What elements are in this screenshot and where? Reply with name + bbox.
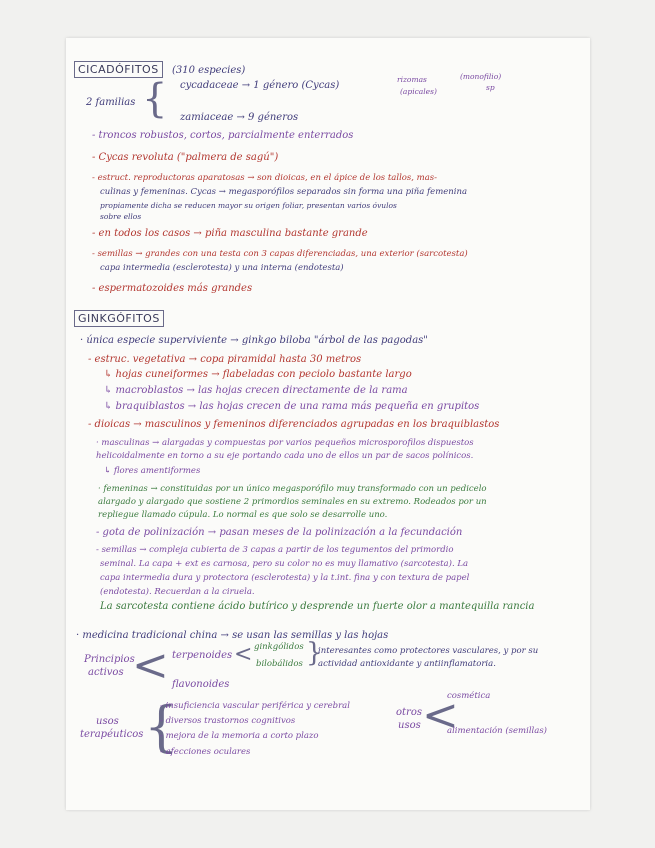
cica-bullet-1: - troncos robustos, cortos, parcialmente enterrados [92,130,354,141]
gink-line-4: ↳ macroblastos → las hojas crecen directamente de la rama [104,385,408,396]
principles-label-2: activos [88,667,124,678]
flavonoids: flavonoides [172,679,230,690]
gink-line-13: - gota de polinización → pasan meses de la polinización a la fecundación [96,527,463,538]
cica-families-label: 2 familias [86,97,136,108]
brace-principles: < [132,640,169,691]
gink-line-11: alargado y alargado que sostiene 2 primordios seminales en su extremo. Rodeados por un [98,497,487,507]
use-2: - diversos trastornos cognitivos [160,716,296,726]
terpenoid-note-1: interesantes como protectores vasculares, y por su [318,646,539,656]
other-use-1: cosmética [447,691,491,701]
other-use-2: alimentación (semillas) [447,726,547,736]
cica-side-note-4: sp [486,83,495,92]
cica-bullet-4: - en todos los casos → piña masculina bastante grande [92,228,368,239]
gink-line-18: La sarcotesta contiene ácido butírico y desprende un fuerte olor a mantequilla rancia [100,601,535,612]
brace-other-uses: < [422,690,459,741]
cica-species-count: (310 especies) [172,65,246,76]
brace-uses: { [144,695,179,758]
brace-terp-note: } [306,638,323,668]
gink-line-2: - estruc. vegetativa → copa piramidal hasta 30 metros [88,354,362,365]
use-1: - insuficiencia vascular periférica y cerebral [160,701,350,711]
medicine-line: · medicina tradicional china → se usan las semillas y las hojas [76,630,389,641]
cica-bullet-2: - Cycas revoluta ("palmera de sagú") [92,152,279,163]
terpenoid-note-2: actividad antioxidante y antiinflamatoria. [318,659,496,669]
gink-line-12: repliegue llamado cúpula. Lo normal es que solo se desarrolle uno. [98,510,388,520]
gink-line-10: · femeninas → constituidas por un único megasporófilo muy transformado con un pedicelo [98,484,487,494]
cica-side-note-2: (apicales) [400,87,437,96]
ginkgolides: ginkgólidos [254,642,304,652]
cica-family-1: cycadaceae → 1 género (Cycas) [180,80,340,91]
cica-side-note-3: (monofilio) [460,72,502,81]
gink-line-9: ↳ flores amentiformes [104,466,201,476]
uses-label-2: terapéuticos [80,729,144,740]
cica-bullet-3b: culinas y femeninas. Cycas → megasporófilos separados sin forma una piña femenina [100,187,468,197]
gink-line-8: helicoidalmente en torno a su eje portando cada uno de ellos un par de sacos polínicos. [96,451,474,461]
heading-ginkgofitos: GINKGÓFITOS [74,310,164,327]
principles-label-1: Principios [84,654,135,665]
other-uses-label-2: usos [398,720,421,731]
gink-line-1: · única especie superviviente → ginkgo biloba "árbol de las pagodas" [80,335,428,346]
cica-bullet-3a: - estruct. reproductoras aparatosas → son dioicas, en el ápice de los tallos, mas- [92,173,438,183]
use-3: - mejora de la memoria a corto plazo [160,731,319,741]
gink-line-14: - semillas → compleja cubierta de 3 capas a partir de los tegumentos del primordio [96,545,454,555]
uses-label-1: usos [96,716,119,727]
cica-family-2: zamiaceae → 9 géneros [180,112,299,123]
gink-line-16: capa intermedia dura y protectora (esclerotesta) y la t.int. fina y con textura de papel [100,573,470,583]
other-uses-label-1: otros [396,707,422,718]
cica-bullet-5b: capa intermedia (esclerotesta) y una interna (endotesta) [100,263,344,273]
gink-line-3: ↳ hojas cuneiformes → flabeladas con peciolo bastante largo [104,369,412,380]
gink-line-15: seminal. La capa + ext es carnosa, pero su color no es muy llamativo (sarcotesta). La [100,559,469,569]
cica-bullet-5a: - semillas → grandes con una testa con 3 capas diferenciadas, una exterior (sarcotesta) [92,249,468,259]
brace-terpenoids: < [234,642,253,667]
brace-families: { [142,76,168,122]
bilobalides: bilobálidos [256,659,303,669]
cica-side-note-1: rizomas [397,75,427,84]
gink-line-7: · masculinas → alargadas y compuestas por varios pequeños microsporofilos dispuestos [96,438,474,448]
terpenoids: terpenoides [172,650,233,661]
cica-bullet-3c: propiamente dicha se reducen mayor su origen foliar, presentan varios óvulos [100,201,397,210]
heading-cicadofitos: CICADÓFITOS [74,61,163,78]
cica-bullet-3d: sobre ellos [100,212,142,221]
gink-line-17: (endotesta). Recuerdan a la ciruela. [100,587,255,597]
gink-line-6: - dioicas → masculinos y femeninos diferenciados agrupadas en los braquiblastos [88,419,500,430]
gink-line-5: ↳ braquiblastos → las hojas crecen de una rama más pequeña en grupitos [104,401,480,412]
cica-bullet-6: - espermatozoides más grandes [92,283,253,294]
use-4: - afecciones oculares [160,747,251,757]
